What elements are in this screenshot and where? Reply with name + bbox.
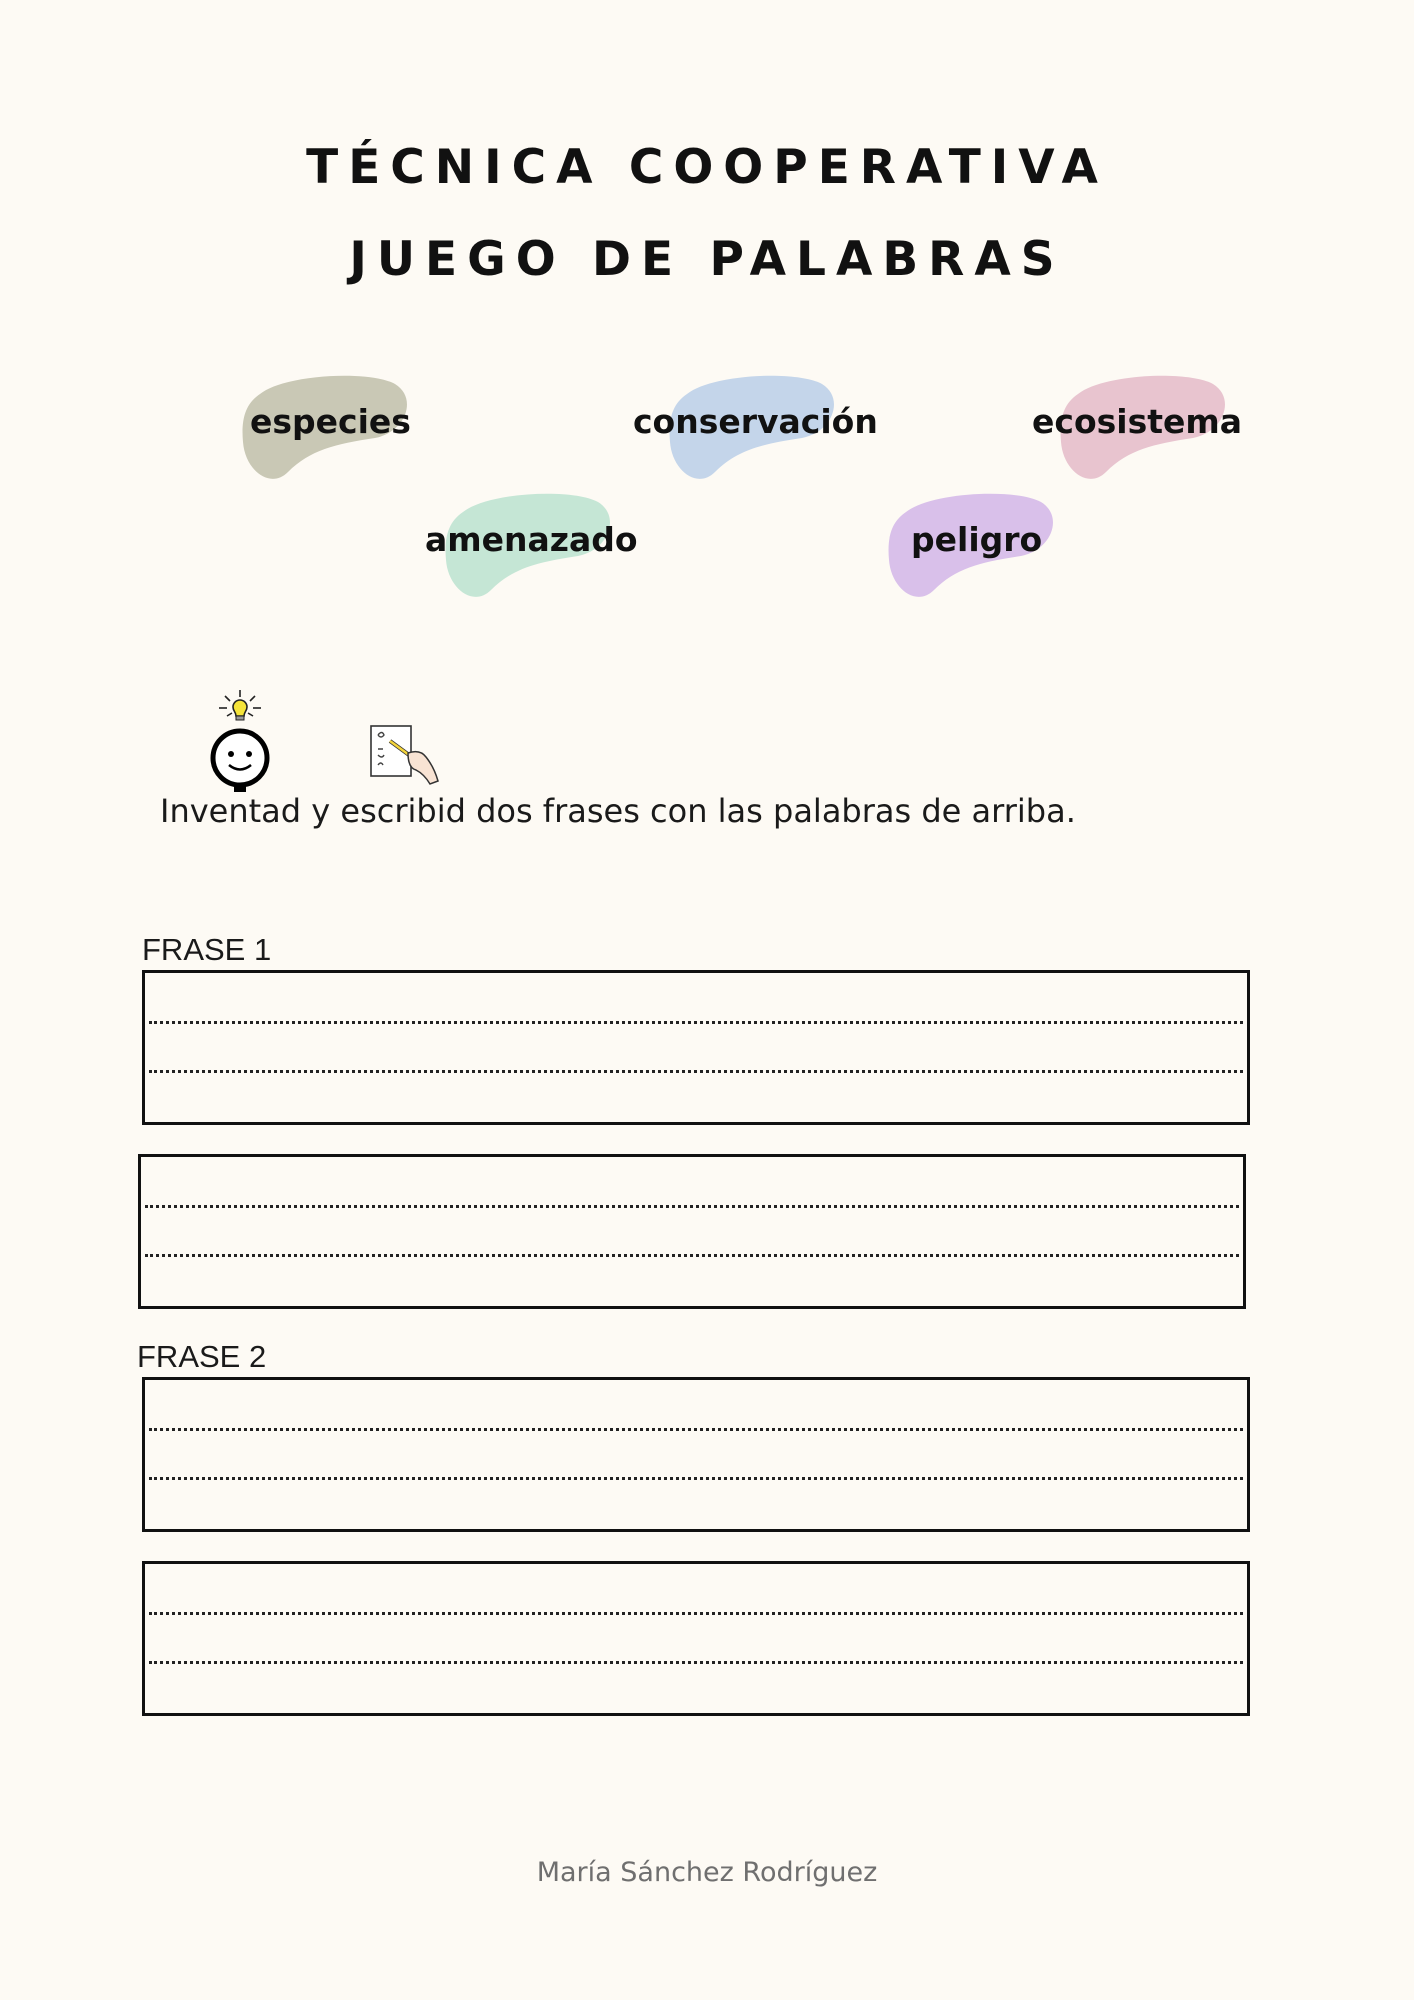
word-ecosistema: ecosistema bbox=[1032, 402, 1243, 441]
frase-1-label: FRASE 1 bbox=[142, 932, 272, 967]
word-bubble-especies bbox=[240, 372, 410, 482]
dotted-writing-line bbox=[149, 1428, 1243, 1431]
dotted-writing-line bbox=[149, 1070, 1243, 1073]
thinking-face-lightbulb-icon bbox=[205, 688, 275, 793]
hand-writing-icon bbox=[368, 723, 442, 785]
author-footer: María Sánchez Rodríguez bbox=[536, 1857, 878, 1888]
frase-2-box-1[interactable] bbox=[142, 1377, 1250, 1532]
word-peligro: peligro bbox=[911, 520, 1043, 559]
dotted-writing-line bbox=[149, 1477, 1243, 1480]
frase-2-box-2[interactable] bbox=[142, 1561, 1250, 1716]
dotted-writing-line bbox=[145, 1254, 1239, 1257]
dotted-writing-line bbox=[149, 1661, 1243, 1664]
title-line-1: TÉCNICA COOPERATIVA bbox=[306, 140, 1108, 195]
word-bubble-conservacion bbox=[633, 372, 878, 482]
word-amenazado: amenazado bbox=[425, 520, 638, 559]
word-especies: especies bbox=[250, 402, 411, 441]
dotted-writing-line bbox=[149, 1021, 1243, 1024]
frase-1-box-2[interactable] bbox=[138, 1154, 1246, 1309]
word-conservacion: conservación bbox=[633, 402, 878, 441]
frase-1-box-1[interactable] bbox=[142, 970, 1250, 1125]
word-bubble-ecosistema bbox=[1032, 372, 1243, 482]
word-bubble-peligro bbox=[886, 490, 1056, 600]
word-bubble-amenazado bbox=[425, 490, 638, 600]
title-line-2: JUEGO DE PALABRAS bbox=[349, 232, 1065, 287]
frase-2-label: FRASE 2 bbox=[137, 1339, 267, 1374]
dotted-writing-line bbox=[149, 1612, 1243, 1615]
dotted-writing-line bbox=[145, 1205, 1239, 1208]
instruction-text: Inventad y escribid dos frases con las palabras de arriba. bbox=[160, 792, 1076, 830]
